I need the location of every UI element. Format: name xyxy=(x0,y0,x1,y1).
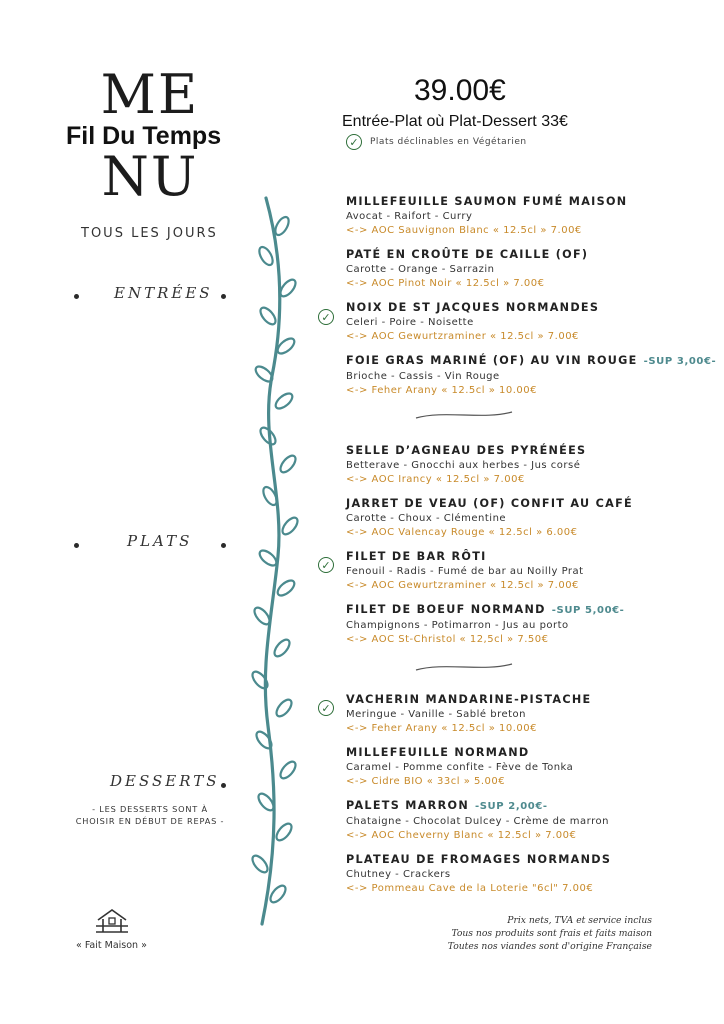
dish-item xyxy=(346,301,686,344)
supplement-badge: -SUP 3,00€- xyxy=(643,356,717,367)
dish-name: PATÉ EN CROÛTE DE CAILLE (OF) xyxy=(346,248,589,261)
dish-wine: <-> Feher Arany « 12.5cl » 10.00€ xyxy=(346,385,538,396)
leaf-circle-icon: ✓ xyxy=(318,309,334,325)
leaf-circle-icon: ✓ xyxy=(318,700,334,716)
dish-name: NOIX DE ST JACQUES NORMANDES xyxy=(346,301,600,314)
dish-desc: Brioche - Cassis - Vin Rouge xyxy=(346,371,500,382)
dish-item xyxy=(346,195,686,238)
footer-line: Tous nos produits sont frais et faits maison xyxy=(451,928,652,939)
dish-desc: Chataigne - Chocolat Dulcey - Crème de marron xyxy=(346,816,609,827)
dish-desc: Carotte - Choux - Clémentine xyxy=(346,513,507,524)
section-desserts: DESSERTS xyxy=(110,772,220,790)
dish-wine: <-> AOC Cheverny Blanc « 12.5cl » 7.00€ xyxy=(346,830,577,841)
footer-line: Prix nets, TVA et service inclus xyxy=(507,915,652,926)
dish-desc: Meringue - Vanille - Sablé breton xyxy=(346,709,526,720)
dish-desc: Chutney - Crackers xyxy=(346,869,451,880)
dish-name: JARRET DE VEAU (OF) CONFIT AU CAFÉ xyxy=(346,497,633,510)
dish-name: PALETS MARRON xyxy=(346,799,469,812)
supplement-badge: -SUP 2,00€- xyxy=(474,801,548,812)
dish-name: VACHERIN MANDARINE-PISTACHE xyxy=(346,693,592,706)
dish-name-row xyxy=(346,799,686,814)
dish-wine: <-> AOC Pinot Noir « 12.5cl » 7.00€ xyxy=(346,278,545,289)
dish-name-row xyxy=(346,354,717,369)
dish-wine: <-> AOC St-Christol « 12,5cl » 7.50€ xyxy=(346,634,549,645)
divider-swash xyxy=(414,660,514,674)
divider-swash xyxy=(414,408,514,422)
veg-note: Plats déclinables en Végétarien xyxy=(370,137,527,147)
footer-notes xyxy=(448,914,652,953)
dish-item xyxy=(346,799,686,843)
footer-line: Toutes nos viandes sont d'origine Française xyxy=(447,941,652,952)
vine-decoration xyxy=(248,196,308,932)
leaf-circle-icon: ✓ xyxy=(318,557,334,573)
dish-item xyxy=(346,693,686,736)
menu-title-bottom: NU xyxy=(101,145,199,208)
dish-wine: <-> AOC Gewurtzraminer « 12.5cl » 7.00€ xyxy=(346,580,579,591)
supplement-badge: -SUP 5,00€- xyxy=(551,605,625,616)
dish-name: FILET DE BAR RÔTI xyxy=(346,550,487,563)
dish-desc: Betterave - Gnocchi aux herbes - Jus corsé xyxy=(346,460,581,471)
dish-desc: Fenouil - Radis - Fumé de bar au Noilly Prat xyxy=(346,566,584,577)
dish-wine: <-> AOC Valencay Rouge « 12.5cl » 6.00€ xyxy=(346,527,578,538)
section-plats: PLATS xyxy=(127,532,193,550)
dish-wine: <-> Feher Arany « 12.5cl » 10.00€ xyxy=(346,723,538,734)
bullet-dot xyxy=(221,294,226,299)
dish-desc: Celeri - Poire - Noisette xyxy=(346,317,474,328)
dish-desc: Carotte - Orange - Sarrazin xyxy=(346,264,495,275)
dish-name: SELLE D’AGNEAU DES PYRÉNÉES xyxy=(346,444,587,457)
dish-name: FILET DE BOEUF NORMAND xyxy=(346,603,546,616)
dish-item xyxy=(346,248,686,291)
menu-title-top: ME xyxy=(100,63,200,126)
dish-desc: Caramel - Pomme confite - Fève de Tonka xyxy=(346,762,574,773)
desserts-note xyxy=(70,803,230,827)
fait-maison-label: « Fait Maison » xyxy=(76,940,147,951)
dish-desc: Champignons - Potimarron - Jus au porto xyxy=(346,620,569,631)
dish-wine: <-> Cidre BIO « 33cl » 5.00€ xyxy=(346,776,506,787)
dish-name: FOIE GRAS MARINÉ (OF) AU VIN ROUGE xyxy=(346,354,638,367)
dish-name-row xyxy=(346,603,686,618)
menu-formula: Entrée-Plat où Plat-Dessert 33€ xyxy=(342,113,568,130)
dish-wine: <-> AOC Sauvignon Blanc « 12.5cl » 7.00€ xyxy=(346,225,582,236)
dish-wine: <-> AOC Gewurtzraminer « 12.5cl » 7.00€ xyxy=(346,331,579,342)
restaurant-name: Fil Du Temps xyxy=(66,122,222,150)
menu-price: 39.00€ xyxy=(414,74,506,107)
dish-wine: <-> Pommeau Cave de la Loterie "6cl" 7.00€ xyxy=(346,883,594,894)
dish-name: MILLEFEUILLE SAUMON FUMÉ MAISON xyxy=(346,195,628,208)
desserts-note-line2: CHOISIR EN DÉBUT DE REPAS - xyxy=(75,816,225,826)
bullet-dot xyxy=(74,294,79,299)
dish-item xyxy=(346,354,717,398)
everyday-label: TOUS LES JOURS xyxy=(81,226,218,241)
dish-name: PLATEAU DE FROMAGES NORMANDS xyxy=(346,853,612,866)
dish-item xyxy=(346,603,686,647)
leaf-circle-icon: ✓ xyxy=(346,134,362,150)
dish-item xyxy=(346,444,686,487)
section-entrees: ENTRÉES xyxy=(114,284,213,302)
dish-name: MILLEFEUILLE NORMAND xyxy=(346,746,530,759)
bullet-dot xyxy=(74,543,79,548)
dish-item xyxy=(346,746,686,789)
desserts-note-line1: - LES DESSERTS SONT À xyxy=(92,804,208,814)
bullet-dot xyxy=(221,543,226,548)
dish-wine: <-> AOC Irancy « 12.5cl » 7.00€ xyxy=(346,474,525,485)
dish-item xyxy=(346,853,686,896)
dish-item xyxy=(346,497,686,540)
house-icon xyxy=(94,906,130,938)
dish-desc: Avocat - Raifort - Curry xyxy=(346,211,473,222)
bullet-dot xyxy=(221,783,226,788)
dish-item xyxy=(346,550,686,593)
